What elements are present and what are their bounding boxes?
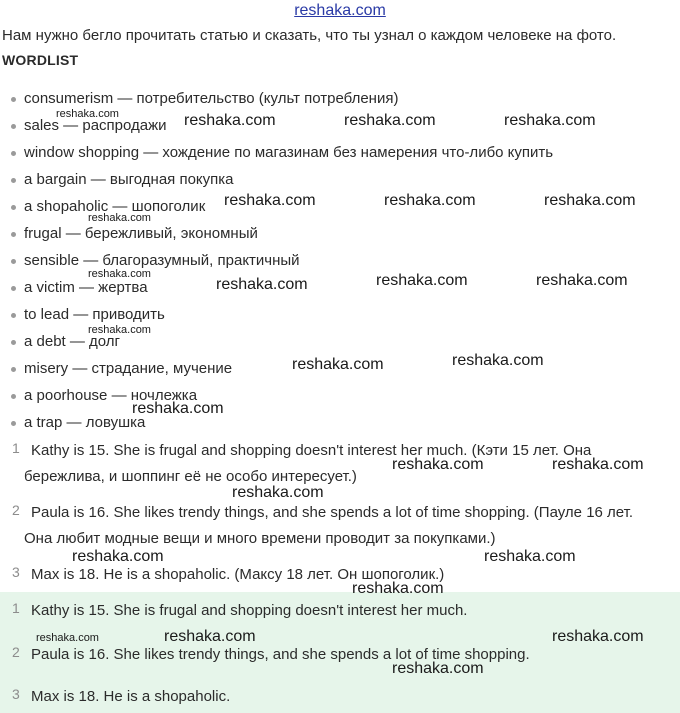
bullet-icon [11,313,16,318]
answer-number: 1 [12,600,20,616]
watermark: reshaka.com [536,272,628,289]
watermark: reshaka.com [56,108,119,120]
watermark: reshaka.com [164,628,256,645]
bullet-icon [11,421,16,426]
watermark: reshaka.com [88,324,151,336]
answer-line: Kathy is 15. She is frugal and shopping doesn't interest her much. [31,602,468,619]
watermark: reshaka.com [292,356,384,373]
wordlist-item-text: window shopping — хождение по магазинам без намерения что-либо купить [24,144,554,161]
wordlist-item-text: frugal — бережливый, экономный [24,225,258,242]
bullet-icon [11,340,16,345]
bullet-icon [11,151,16,156]
wordlist-item-text: a victim — жертва [24,279,148,296]
answer-line: Max is 18. He is a shopaholic. [31,688,231,705]
wordlist [0,88,680,439]
bullet-icon [11,205,16,210]
bullet-icon [11,97,16,102]
watermark: reshaka.com [452,352,544,369]
wordlist-item-text: sensible — благоразумный, практичный [24,252,300,269]
bullet-icon [11,232,16,237]
answer-line: бережлива, и шоппинг её не особо интересует.) [24,468,357,485]
watermark: reshaka.com [392,660,484,677]
bullet-icon [11,394,16,399]
watermark: reshaka.com [376,272,468,289]
watermark: reshaka.com [88,212,151,224]
answer-number: 1 [12,440,20,456]
bullet-icon [11,178,16,183]
bullet-icon [11,124,16,129]
watermark: reshaka.com [352,580,444,597]
answer-number: 3 [12,686,20,702]
answer-number: 2 [12,502,20,518]
wordlist-item-text: sales — распродажи [24,117,167,134]
answer-line: Paula is 16. She likes trendy things, and she spends a lot of time shopping. (Пауле 16 лет. [31,504,634,521]
answer-item [0,598,680,624]
watermark: reshaka.com [552,628,644,645]
watermark: reshaka.com [544,192,636,209]
answer-item [0,562,680,592]
watermark: reshaka.com [36,632,99,644]
watermark: reshaka.com [344,112,436,129]
wordlist-item-text: consumerism — потребительство (культ потребления) [24,90,399,107]
wordlist-item-text: misery — страдание, мучение [24,360,233,377]
watermark: reshaka.com [132,400,224,417]
instruction-text: Нам нужно бегло прочитать статью и сказать, что ты узнал о каждом человеке на фото. [2,27,617,44]
wordlist-item-text: a trap — ловушка [24,414,146,431]
answer-number: 3 [12,564,20,580]
wordlist-item-text: to lead — приводить [24,306,165,323]
watermark: reshaka.com [392,456,484,473]
answer-line: Max is 18. He is a shopaholic. (Максу 18 лет. Он шопоголик.) [31,566,445,583]
answer-panel [0,592,680,713]
answer-line: Она любит модные вещи и много времени проводит за покупками.) [24,530,496,547]
answer-number: 2 [12,644,20,660]
answer-line: Kathy is 15. She is frugal and shopping doesn't interest her much. (Кэти 15 лет. Она [31,442,592,459]
watermark: reshaka.com [504,112,596,129]
watermark: reshaka.com [88,268,151,280]
wordlist-item [0,142,680,169]
watermark: reshaka.com [216,276,308,293]
wordlist-item-text: a bargain — выгодная покупка [24,171,234,188]
wordlist-item-text: a shopaholic — шопоголик [24,198,206,215]
site-link[interactable]: reshaka.com [294,2,386,19]
wordlist-item [0,412,680,439]
bullet-icon [11,367,16,372]
wordlist-item-text: a debt — долг [24,333,121,350]
answer-item [0,684,680,710]
watermark: reshaka.com [72,548,164,565]
bullet-icon [11,259,16,264]
watermark: reshaka.com [232,484,324,501]
watermark: reshaka.com [224,192,316,209]
bullet-icon [11,286,16,291]
wordlist-item-text: a poorhouse — ночлежка [24,387,198,404]
watermark: reshaka.com [484,548,576,565]
answer-line: Paula is 16. She likes trendy things, and she spends a lot of time shopping. [31,646,530,663]
watermark: reshaka.com [184,112,276,129]
wordlist-item [0,385,680,412]
watermark: reshaka.com [384,192,476,209]
watermark: reshaka.com [552,456,644,473]
wordlist-item [0,223,680,250]
wordlist-heading: WORDLIST [2,52,79,68]
